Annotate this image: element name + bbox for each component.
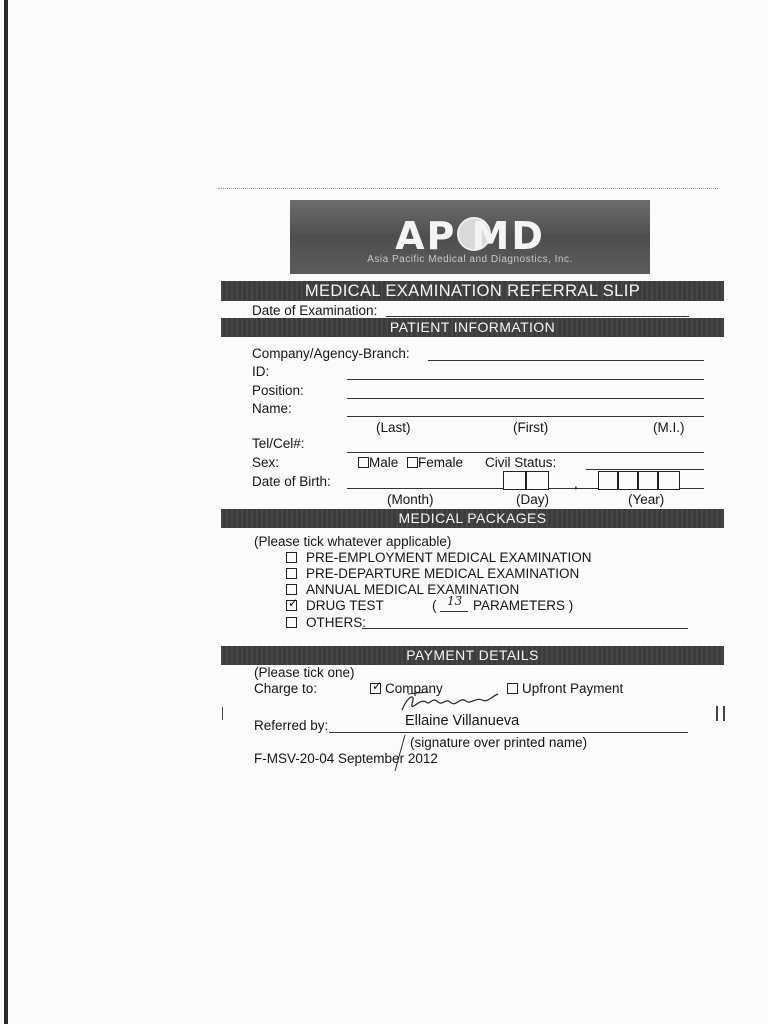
referred-by-field[interactable] bbox=[329, 732, 688, 733]
sex-male-checkbox[interactable] bbox=[358, 457, 369, 468]
dob-comma: , bbox=[574, 476, 578, 491]
sex-male-label: Male bbox=[369, 455, 399, 470]
dob-month-caption: (Month) bbox=[387, 492, 434, 507]
others-checkbox[interactable] bbox=[286, 617, 297, 628]
form-title: MEDICAL EXAMINATION REFERRAL SLIP bbox=[221, 281, 724, 301]
drug-test-parameters-line bbox=[440, 611, 468, 612]
check-mark-icon: ✓ bbox=[288, 596, 299, 610]
packages-instruction: (Please tick whatever applicable) bbox=[254, 534, 452, 549]
company-checkbox[interactable] bbox=[370, 679, 383, 694]
pre-departure-checkbox[interactable] bbox=[286, 568, 297, 579]
logo-text: AP MD bbox=[395, 214, 545, 258]
charge-to-label: Charge to: bbox=[254, 681, 318, 696]
company-label: Company/Agency-Branch: bbox=[252, 346, 410, 361]
others-label: OTHERS: bbox=[306, 615, 367, 630]
scan-dots bbox=[218, 188, 718, 189]
annual-exam-checkbox[interactable] bbox=[286, 584, 297, 595]
civil-status-label: Civil Status: bbox=[485, 455, 557, 470]
drug-test-checkbox[interactable] bbox=[286, 596, 299, 611]
name-label: Name: bbox=[252, 401, 292, 416]
upfront-payment-checkbox[interactable] bbox=[507, 683, 518, 694]
company-logo bbox=[290, 200, 650, 274]
name-first-caption: (First) bbox=[513, 420, 549, 435]
others-field[interactable] bbox=[362, 628, 688, 629]
sex-label: Sex: bbox=[252, 455, 280, 470]
referred-by-label: Referred by: bbox=[254, 718, 329, 733]
sex-female-checkbox[interactable] bbox=[407, 457, 418, 468]
dob-day-boxes[interactable] bbox=[503, 471, 549, 490]
payment-instruction: (Please tick one) bbox=[254, 665, 355, 680]
patient-information-header: PATIENT INFORMATION bbox=[221, 318, 724, 337]
annual-exam-label: ANNUAL MEDICAL EXAMINATION bbox=[306, 582, 520, 597]
tel-field[interactable] bbox=[347, 452, 704, 453]
company-option-label: Company bbox=[385, 681, 443, 696]
name-last-caption: (Last) bbox=[376, 420, 411, 435]
pre-employment-checkbox[interactable] bbox=[286, 552, 297, 563]
check-mark-icon: ✓ bbox=[372, 679, 383, 693]
tel-label: Tel/Cel#: bbox=[252, 436, 305, 451]
drug-test-parameters-value[interactable]: 13 bbox=[447, 594, 463, 608]
civil-status-field[interactable] bbox=[586, 469, 704, 470]
dob-year-caption: (Year) bbox=[628, 492, 665, 507]
date-of-examination-field[interactable] bbox=[386, 316, 689, 317]
dob-day-caption: (Day) bbox=[516, 492, 549, 507]
drug-test-open-paren: ( bbox=[432, 598, 437, 613]
date-of-examination-label: Date of Examination: bbox=[252, 303, 378, 318]
id-field[interactable] bbox=[347, 379, 704, 380]
scan-mark-right bbox=[716, 706, 725, 721]
pre-employment-label: PRE-EMPLOYMENT MEDICAL EXAMINATION bbox=[306, 550, 592, 565]
medical-packages-header: MEDICAL PACKAGES bbox=[221, 509, 724, 528]
name-field[interactable] bbox=[347, 416, 704, 417]
drug-test-label: DRUG TEST bbox=[306, 598, 384, 613]
id-label: ID: bbox=[252, 364, 270, 379]
date-of-birth-label: Date of Birth: bbox=[252, 474, 331, 489]
referrer-printed-name: Ellaine Villanueva bbox=[405, 713, 520, 729]
pre-departure-label: PRE-DEPARTURE MEDICAL EXAMINATION bbox=[306, 566, 580, 581]
payment-details-header: PAYMENT DETAILS bbox=[221, 646, 724, 665]
name-mi-caption: (M.I.) bbox=[653, 420, 685, 435]
form-code: F-MSV-20-04 September 2012 bbox=[254, 751, 438, 766]
scan-mark-left bbox=[222, 707, 223, 720]
position-label: Position: bbox=[252, 383, 304, 398]
dob-year-boxes[interactable] bbox=[598, 471, 680, 490]
company-field[interactable] bbox=[428, 360, 704, 361]
drug-test-parameters-label: PARAMETERS ) bbox=[473, 598, 574, 613]
position-field[interactable] bbox=[347, 398, 704, 399]
signature-caption: (signature over printed name) bbox=[410, 735, 588, 750]
sex-female-label: Female bbox=[418, 455, 464, 470]
logo-tagline: Asia Pacific Medical and Diagnostics, Inc. bbox=[367, 254, 573, 265]
upfront-payment-label: Upfront Payment bbox=[522, 681, 624, 696]
